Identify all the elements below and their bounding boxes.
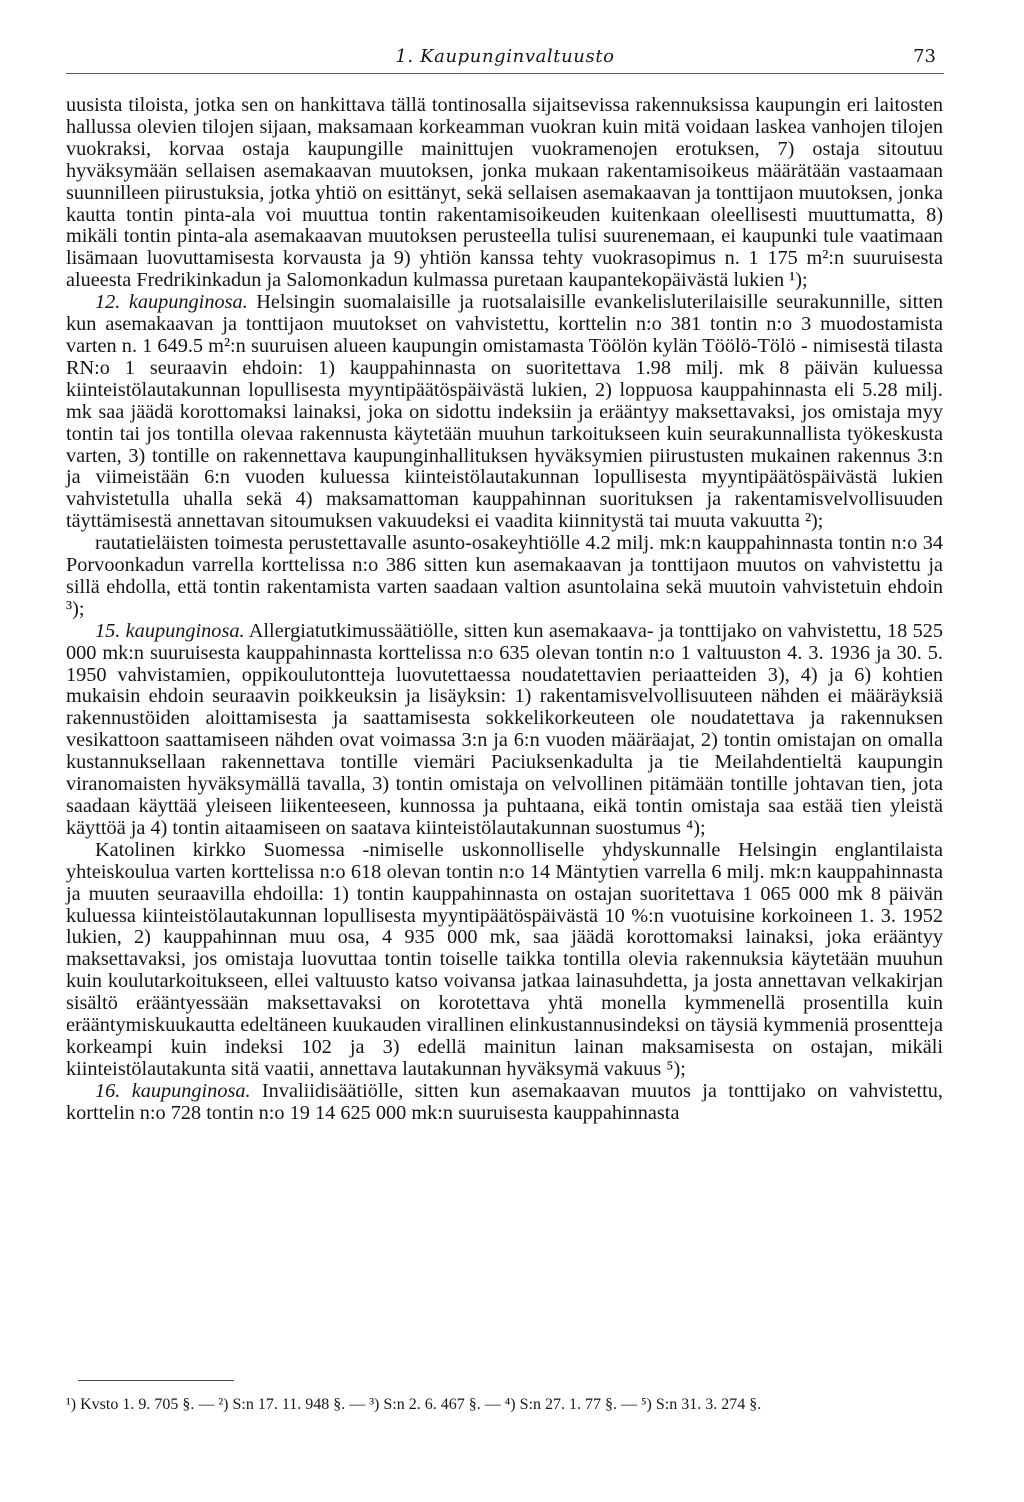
paragraph-district-15	[66, 621, 943, 840]
paragraph-railway	[66, 533, 943, 621]
paragraph-text: Katolinen kirkko Suomessa -nimiselle uskonnolliselle yhdyskunnalle Helsingin englantilaista yhteiskoulua varten korttelissa n:o 618 olevan tontin n:o 14 Mäntytien varrella 6 milj. mk:n kauppahinnasta ja muuten seuraavilla ehdoilla: 1) tontin kauppahinnasta on ostajan suoritettava 1 065 000 mk 8 päivän kuluessa kiinteistölautakunnan lopullisesta myyntipäätöspäivästä 10 %:n vuotuisine korkoineen 1. 3. 1952 lukien, 2) kauppahinnan muu osa, 4 935 000 mk, saa jäädä korottomaksi lainaksi, joka erääntyy maksettavaksi, jos omistaja luovuttaa tontin toiselle taikka tontilla olevia rakennuksia käytetään muuhun kuin koulutarkoitukseen, ellei valtuusto katso voivansa jatkaa lainasuhdetta, ja josta annettavan velkakirjan sisältö erääntyessään maksettavaksi on korotettava yhtä monella kymmenellä prosentilla kuin erääntymiskuukautta edeltäneen kuukauden virallinen elinkustannusindeksi on täysiä kymmeniä prosentteja korkeampi kuin indeksi 102 ja 3) edellä mainitun lainan maksamisesta on ostajan, mikäli kiinteistölautakunta sitä vaatii, annettava lautakunnan hyväksymä vakuus ⁵);	[66, 838, 943, 1080]
paragraph-text: rautatieläisten toimesta perustettavalle asunto-osakeyhtiölle 4.2 milj. mk:n kauppahinnasta tontin n:o 34 Porvoonkadun varrella korttelissa n:o 386 sitten kun asemakaavan ja tonttijaon muutos on vahvistettu ja sillä ehdolla, että tontin rakentamista varten saadaan valtion asuntolaina sekä muutoin vahvistetuin ehdoin ³);	[66, 532, 943, 620]
paragraph-text: Allergiatutkimussäätiölle, sitten kun asemakaava- ja tonttijako on vahvistettu, 18 525 000 mk:n suuruisesta kauppahinnasta korttelissa n:o 635 olevan tontin n:o 1 valtuuston 4. 3. 1936 ja 30. 5. 1950 vahvistamien, oppikoulutontteja luovutettaessa noudatettavien periaatteiden 3), 4) ja 6) kohtien mukaisin ehdoin seuraavin poikkeuksin ja lisäyksin: 1) rakentamisvelvollisuuteen nähden ei määräyksiä rakennustöiden aloittamisesta ja saattamisesta sokkelikorkeuteen ole noudatettava ja rakennuksen vesikattoon saattamiseen nähden ovat voimassa 3:n ja 6:n vuoden määräajat, 2) tontin omistajan on omalla kustannuksellaan rakennettava tontille viemäri Paciuksenkadulta ja tie Meilahdentieltä kaupungin viranomaisten hyväksymällä tavalla, 3) tontin omistaja on velvollinen pitämään tontille johtavan tien, jota saadaan käyttää yleiseen liikenteeseen, kunnossa ja puhtaana, eikä tontin omistaja saa estää tien yleistä käyttöä ja 4) tontin aitaamiseen on saatava kiinteistölautakunnan suostumus ⁴);	[66, 619, 944, 839]
footnote-text: ¹) Kvsto 1. 9. 705 §. — ²) S:n 17. 11. 948 §. — ³) S:n 2. 6. 467 §. — ⁴) S:n 27. 1. 77 §. — ⁵) S:n 31. 3. 274 §.	[66, 1396, 762, 1413]
footnotes	[66, 1380, 946, 1415]
paragraph-text: Helsingin suomalaisille ja ruotsalaisille evankelisluterilaisille seurakunnille, sitten kun asemakaavan ja tonttijaon muutokset on vahvistettu, korttelin n:o 381 tontin n:o 3 muodostamista varten n. 1 649.5 m²:n suuruisen alueen kaupungin omistamasta Töölön kylän Töölö-Tölö - nimisestä tilasta RN:o 1 seuraavin ehdoin: 1) kauppahinnasta on suoritettava 1.98 milj. mk 8 päivän kuluessa kiinteistölautakunnan lopullisesta myyntipäätöspäivästä lukien, 2) loppuosa kauppahinnasta eli 5.28 milj. mk saa jäädä korottomaksi lainaksi, joka on sidottu indeksiin ja erääntyy maksettavaksi, jos omistaja myy tontin tai jos tontilla olevaa rakennusta käytetään muuhun tarkoitukseen kuin seurakunnallista työkeskusta varten, 3) tontille on rakennettava kaupunginhallituksen hyväksymien piirustusten mukainen rakennus 3:n ja viimeistään 6:n vuoden kuluessa kiinteistölautakunnan lopullisesta myyntipäätöspäivästä lukien vahvistetulla uhalla sekä 4) maksamattoman kauppahinnan suorituksen ja rakentamisvelvollisuuden täyttämisestä annettavan sitoumuksen vakuudeksi ei vaadita kiinnitystä tai muuta vakuutta ²);	[66, 291, 943, 533]
page-number: 73	[913, 46, 936, 67]
footnote-rule	[78, 1380, 234, 1381]
paragraph-continuation	[66, 95, 943, 292]
paragraph-catholic-church	[66, 840, 943, 1081]
header-rule	[66, 73, 944, 74]
district-heading: 15. kaupunginosa.	[95, 619, 245, 642]
paragraph-district-16	[66, 1081, 943, 1125]
paragraph-district-12	[66, 292, 943, 533]
body-text	[66, 95, 943, 1125]
paragraph-text: uusista tiloista, jotka sen on hankittava tällä tontinosalla sijaitsevissa rakennuksissa kaupungin eri laitosten hallussa olevien tilojen sijaan, maksamaan korkeamman vuokran kuin mitä voidaan laskea vanhojen tilojen vuokraksi, korvaa ostaja kaupungille mainittujen vuokramenojen erotuksen, 7) ostaja sitoutuu hyväksymään sellaisen asemakaavan muutoksen, jonka mukaan rakentamisoikeus määrätään vastaamaan suunnilleen piirustuksia, jotka yhtiö on esittänyt, sekä sellaisen asemakaavan ja tonttijaon muutoksen, jonka kautta tontin pinta-ala voi muuttua tontin rakentamisoikeuden kuitenkaan oleellisesti muuttumatta, 8) mikäli tontin pinta-ala asemakaavan muutoksen perusteella tulisi suurenemaan, ei kaupunki tule vaatimaan lisämaan luovuttamisesta korvausta ja 9) yhtiön kanssa tehty vuokrasopimus n. 1 175 m²:n suuruisesta alueesta Fredrikinkadun ja Salomonkadun kulmassa puretaan kaupantekopäivästä lukien ¹);	[66, 94, 943, 292]
header-title: 1. Kaupunginvaltuusto	[395, 46, 615, 67]
district-heading: 12. kaupunginosa.	[95, 291, 248, 314]
paragraph-text: Invaliidisäätiölle, sitten kun asemakaavan muutos ja tonttijako on vahvistettu, korttelin n:o 728 tontin n:o 19 14 625 000 mk:n suuruisesta kauppahinnasta	[66, 1079, 943, 1124]
district-heading: 16. kaupunginosa.	[95, 1079, 251, 1102]
running-header	[66, 44, 944, 74]
